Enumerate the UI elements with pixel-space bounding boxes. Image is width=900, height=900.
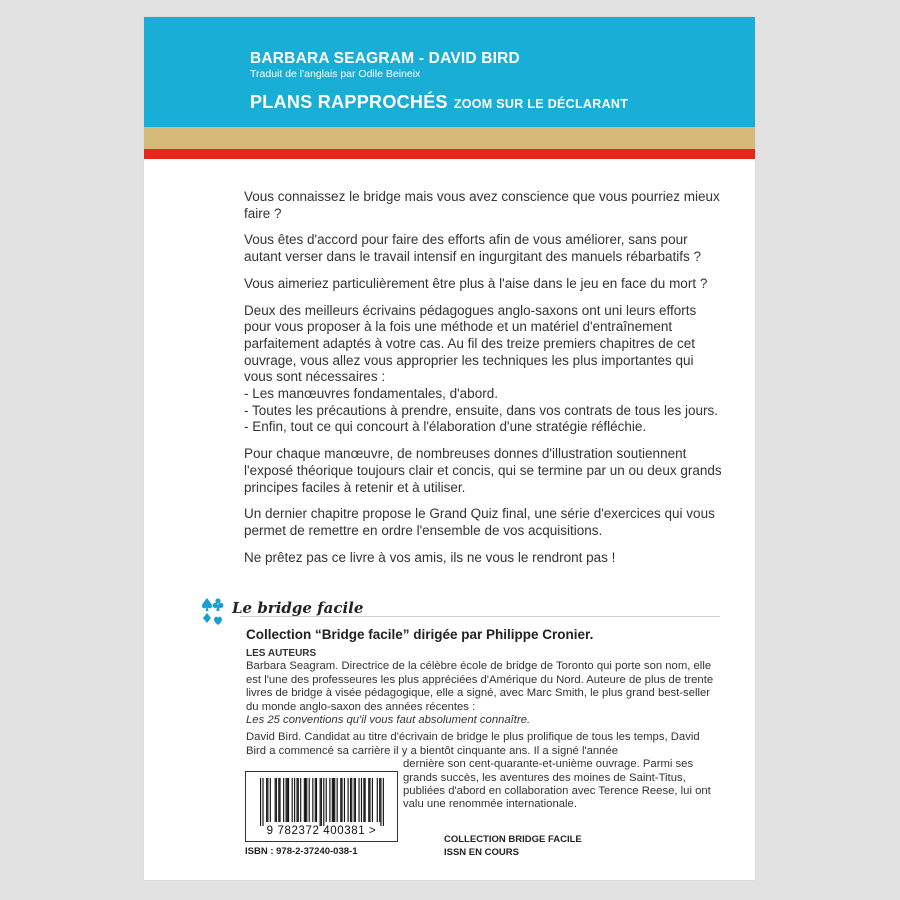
barcode-bar — [279, 778, 280, 822]
barcode-bar — [298, 778, 299, 822]
seagram-book-title: Les 25 conventions qu'il vous faut absolument connaître. — [246, 714, 531, 727]
blurb-paragraph: Vous êtes d'accord pour faire des efforts afin de vous améliorer, sans pour autant verser dans le travail intensif en ingurgitant des manuels rébarbatifs ? — [244, 232, 702, 265]
isbn: ISBN : 978-2-37240-038-1 — [245, 846, 358, 857]
barcode-bar — [383, 778, 384, 826]
barcode-bar — [316, 778, 317, 822]
barcode-bar — [334, 778, 335, 822]
series-name: Le bridge facile — [232, 599, 364, 617]
blurb-paragraph: Un dernier chapitre propose le Grand Quiz final, une série d'exercices qui vous permet de remettre en ordre l'ensemble de vos acquisitions. — [244, 506, 715, 538]
barcode-bar — [278, 778, 279, 822]
issn: ISSN EN COURS — [444, 846, 519, 858]
authors-names: BARBARA SEAGRAM - DAVID BIRD — [250, 50, 520, 67]
translator-credit: Traduit de l'anglais par Odile Beineix — [250, 68, 421, 80]
card-suits-icon — [202, 596, 224, 630]
barcode-bar — [372, 778, 373, 822]
barcode-bar — [323, 778, 324, 826]
divider — [240, 616, 720, 617]
back-cover-blurb — [244, 189, 722, 576]
blurb-paragraph: Pour chaque manœuvre, de nombreuses donnes d'illustration soutiennent l'exposé théorique toujours clair et concis, qui se termine par un ou deux grands principes faciles à retenir et à utiliser. — [244, 446, 722, 495]
barcode-bar — [321, 778, 322, 826]
book-subtitle: ZOOM SUR LE DÉCLARANT — [453, 97, 629, 111]
seagram-bio: Barbara Seagram. Directrice de la célèbre école de bridge de Toronto qui porte son nom, elle est l'une des professeures les plus appréciées d'Amérique du Nord. Auteure de plus de trente livres de bridge à visée pédagogique, elle a signé, avec Marc Smith, le plus grand best-seller du monde anglo-saxon des années récentes : — [246, 660, 714, 713]
barcode-bar — [369, 778, 370, 822]
book-title-text: PLANS RAPPROCHÉS — [250, 92, 448, 112]
barcode-bar — [305, 778, 306, 822]
red-band — [144, 149, 755, 159]
barcode-bar — [326, 778, 327, 822]
barcode-bar — [361, 778, 362, 822]
barcode-bar — [304, 778, 305, 822]
barcode-bar — [351, 778, 352, 822]
blurb-paragraph: Vous aimeriez particulièrement être plus à l'aise dans le jeu en face du mort ? — [244, 275, 708, 291]
barcode-bar — [306, 778, 307, 822]
authors-heading: LES AUTEURS — [246, 648, 317, 659]
barcode — [245, 771, 398, 842]
barcode-bar — [287, 778, 288, 822]
barcode-bar — [286, 778, 287, 822]
barcode-bar — [312, 778, 313, 822]
barcode-bar — [332, 778, 333, 822]
barcode-bar — [266, 778, 267, 822]
barcode-bar — [315, 778, 316, 822]
header-banner — [144, 17, 755, 127]
barcode-bar — [260, 778, 261, 826]
barcode-digits: 9 782372 400381 > — [266, 825, 377, 837]
blurb-paragraph: Vous connaissez le bridge mais vous avez conscience que vous pourriez mieux faire ? — [244, 189, 720, 221]
collection-label: COLLECTION BRIDGE FACILE — [444, 834, 582, 845]
barcode-bar — [354, 778, 355, 822]
barcode-bar — [276, 778, 277, 822]
barcode-bar — [368, 778, 369, 822]
barcode-bar — [348, 778, 349, 822]
book-back-cover — [144, 17, 755, 880]
blurb-list-item: - Les manœuvres fondamentales, d'abord. — [244, 386, 498, 402]
bird-bio-continued: dernière son cent-quarante-et-unième ouvrage. Parmi ses grands succès, les aventures des moines de Saint-Titus, publiées d'abord en collaboration avec Terence Reese, lui ont valu une renommée internationale. — [403, 758, 711, 811]
bird-bio: David Bird. Candidat au titre d'écrivain de bridge le plus prolifique de tous les temps, David Bird a commencé sa carrière il y a bientôt cinquante ans. Il a signé l'année — [246, 731, 700, 757]
collection-director: Collection “Bridge facile” dirigée par Philippe Cronier. — [246, 627, 594, 642]
barcode-bar — [300, 778, 301, 822]
barcode-bar — [292, 778, 293, 822]
blurb-paragraph: Ne prêtez pas ce livre à vos amis, ils ne vous le rendront pas ! — [244, 549, 616, 565]
barcode-bar — [377, 778, 378, 822]
barcode-bar — [288, 778, 289, 822]
barcode-bar — [341, 778, 342, 822]
barcode-bar — [337, 778, 338, 822]
book-title — [250, 92, 628, 113]
barcode-bar — [275, 778, 276, 822]
blurb-paragraph: Deux des meilleurs écrivains pédagogues anglo-saxons ont uni leurs efforts pour vous proposer à la fois une méthode et un matériel d'entraînement parfaitement adaptés à votre cas. Au fil des treize premiers chapitres de cet ouvrage, vous allez vous approprier les techniques les plus importantes qui vous sont nécessaires : — [244, 302, 697, 385]
barcode-bar — [340, 778, 341, 822]
barcode-bar — [267, 778, 268, 822]
barcode-bars — [246, 772, 397, 826]
barcode-bar — [283, 778, 284, 822]
barcode-bar — [294, 778, 295, 822]
blurb-list-item: - Toutes les précautions à prendre, ensuite, dans vos contrats de tous les jours. — [244, 402, 719, 418]
blurb-list-item: - Enfin, tout ce qui concourt à l'élaboration d'une stratégie réfléchie. — [244, 419, 647, 435]
barcode-bar — [350, 778, 351, 822]
barcode-bar — [333, 778, 334, 822]
barcode-bar — [379, 778, 380, 822]
barcode-bar — [344, 778, 345, 822]
barcode-bar — [270, 778, 271, 822]
barcode-bar — [296, 778, 297, 822]
barcode-bar — [355, 778, 356, 822]
barcode-bar — [365, 778, 366, 822]
barcode-bar — [358, 778, 359, 822]
barcode-bar — [262, 778, 263, 826]
barcode-bar — [329, 778, 330, 822]
collection-info — [444, 834, 582, 859]
barcode-bar — [309, 778, 310, 822]
barcode-bar — [380, 778, 381, 826]
barcode-bar — [363, 778, 364, 822]
barcode-bar — [320, 778, 321, 826]
